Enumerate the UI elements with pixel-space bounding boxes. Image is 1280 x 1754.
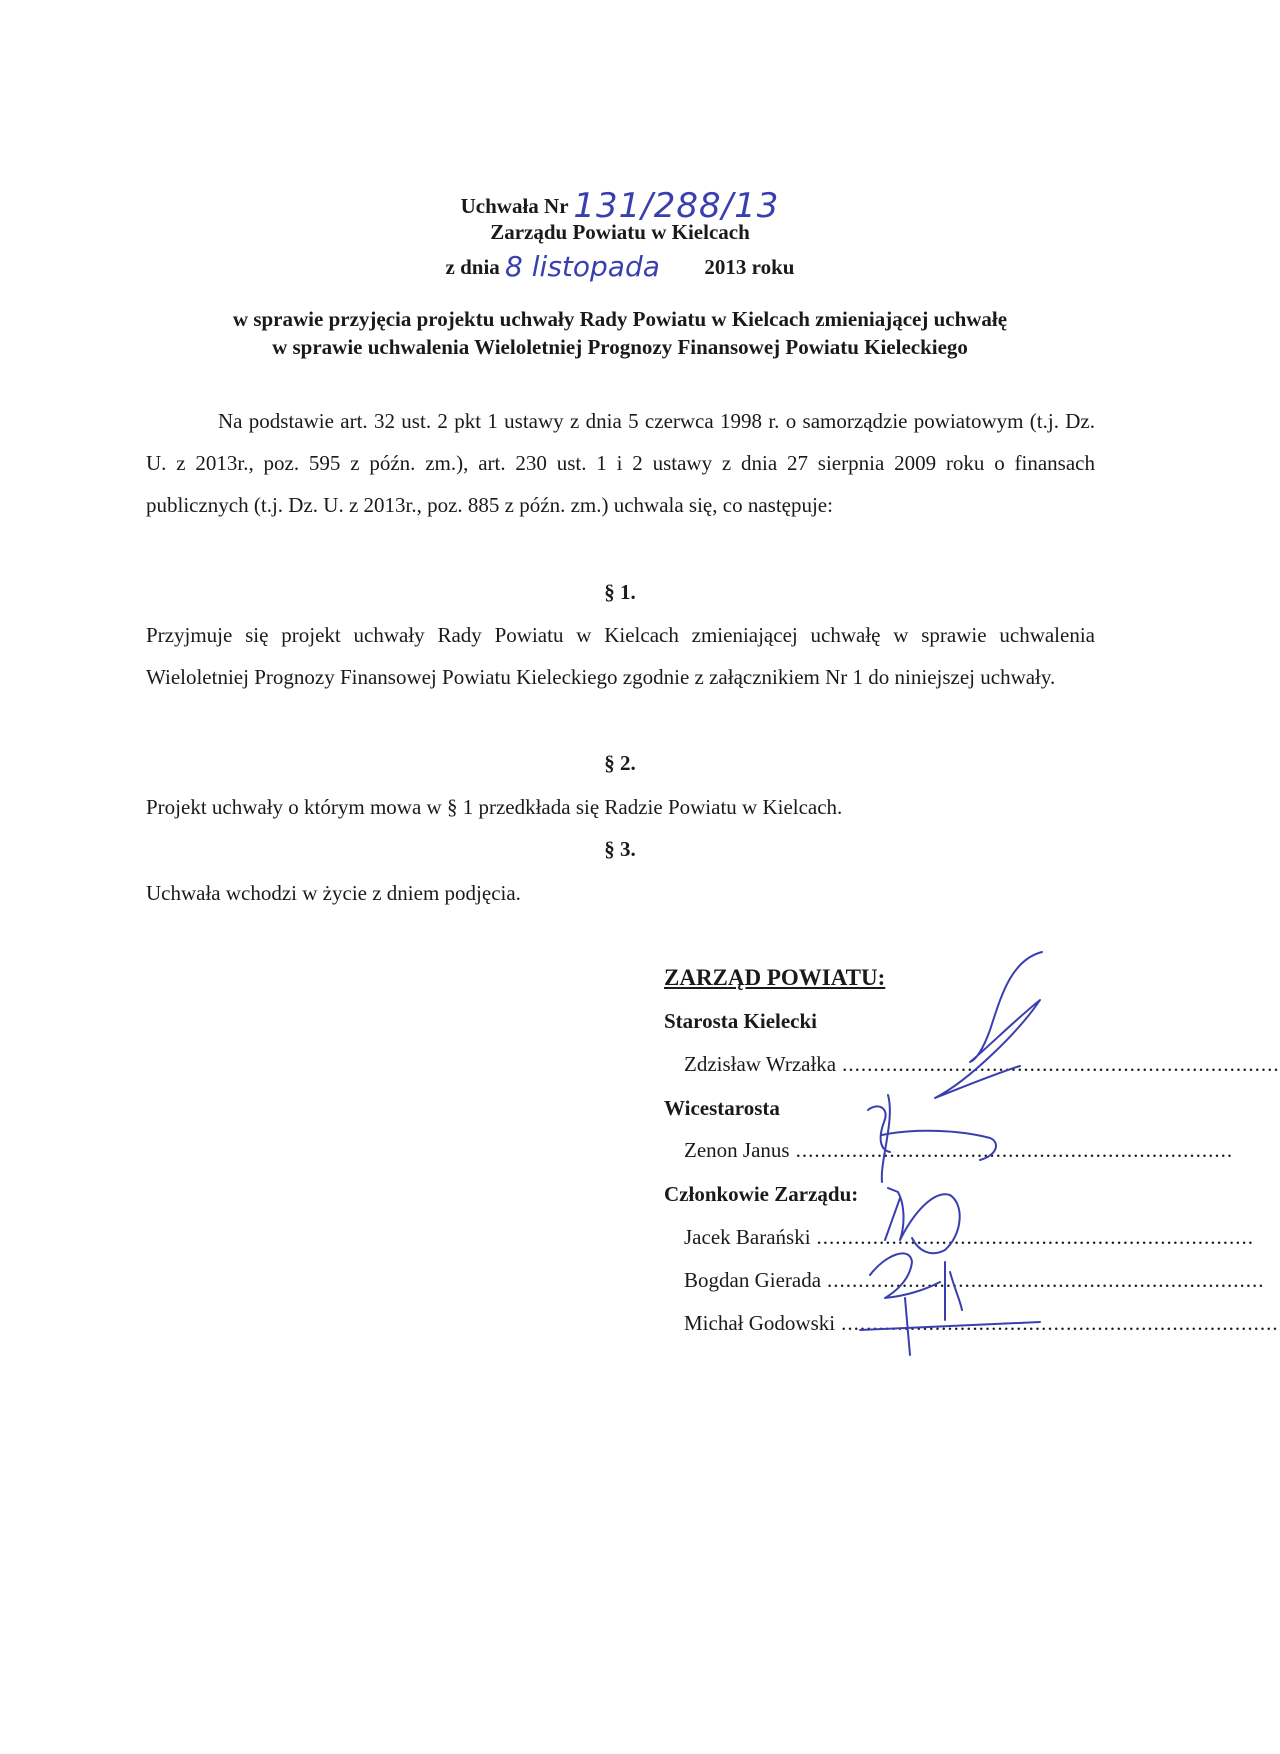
legal-basis-paragraph: Na podstawie art. 32 ust. 2 pkt 1 ustawy z dnia 5 czerwca 1998 r. o samorządzie powiatowym (t.j. Dz. U. z 2013r., poz. 595 z późn. zm.), art. 230 ust. 1 i 2 ustawy z dnia 27 sierpnia 2009 roku o finansach publicznych (t.j. Dz. U. z 2013r., poz. 885 z późn. zm.) uchwala się, co następuje: bbox=[146, 409, 1095, 517]
resolution-title bbox=[0, 182, 1240, 226]
signature-dots: ...................................................................... bbox=[827, 1268, 1265, 1292]
signature-dots: ...................................................................... bbox=[842, 1052, 1280, 1076]
role-starosta: Starosta Kielecki bbox=[664, 1009, 818, 1033]
section-2-mark: § 2. bbox=[604, 751, 636, 775]
signatory-name: Zdzisław Wrzałka bbox=[684, 1052, 837, 1076]
section-1-text: Przyjmuje się projekt uchwały Rady Powiatu w Kielcach zmieniającej uchwałę w sprawie uchwalenia Wieloletniej Prognozy Finansowej Powiatu Kieleckiego zgodnie z załącznikiem Nr 1 do niniejszej uchwały. bbox=[146, 623, 1095, 689]
issuing-board: Zarządu Powiatu w Kielcach bbox=[490, 220, 750, 244]
signature-line bbox=[684, 1225, 1255, 1250]
signatory-name: Bogdan Gierada bbox=[684, 1268, 822, 1292]
handwritten-resolution-number: 131/288/13 bbox=[573, 186, 780, 226]
signatory-name: Michał Godowski bbox=[684, 1311, 836, 1335]
signature-dots: ...................................................................... bbox=[816, 1225, 1255, 1249]
resolution-subject bbox=[100, 305, 1140, 361]
signature-dots: ...................................................................... bbox=[841, 1311, 1279, 1335]
section-3-mark: § 3. bbox=[604, 837, 636, 861]
resolution-date bbox=[0, 248, 1240, 281]
title-prefix: Uchwała Nr bbox=[460, 194, 569, 218]
signatory-name: Zenon Janus bbox=[684, 1138, 790, 1162]
signatory-name: Jacek Barański bbox=[684, 1225, 811, 1249]
section-2-text: Projekt uchwały o którym mowa w § 1 przedkłada się Radzie Powiatu w Kielcach. bbox=[146, 795, 843, 819]
section-1-mark: § 1. bbox=[604, 580, 636, 604]
signature-line bbox=[684, 1311, 1279, 1336]
signature-line bbox=[684, 1138, 1234, 1163]
subject-line-2: w sprawie uchwalenia Wieloletniej Prognozy Finansowej Powiatu Kieleckiego bbox=[272, 335, 968, 359]
signature-dots: ...................................................................... bbox=[795, 1138, 1234, 1162]
role-wicestarosta: Wicestarosta bbox=[664, 1096, 780, 1120]
board-signature-title: ZARZĄD POWIATU: bbox=[664, 965, 886, 990]
section-3-text: Uchwała wchodzi w życie z dniem podjęcia. bbox=[146, 881, 521, 905]
date-suffix: 2013 roku bbox=[704, 255, 795, 279]
signature-line bbox=[684, 1052, 1280, 1077]
handwritten-date: 8 listopada bbox=[505, 250, 660, 283]
date-prefix: z dnia bbox=[445, 255, 500, 279]
signature-line bbox=[684, 1268, 1265, 1293]
subject-line-1: w sprawie przyjęcia projektu uchwały Rady Powiatu w Kielcach zmieniającej uchwałę bbox=[232, 307, 1008, 331]
role-board-members: Członkowie Zarządu: bbox=[664, 1182, 859, 1206]
